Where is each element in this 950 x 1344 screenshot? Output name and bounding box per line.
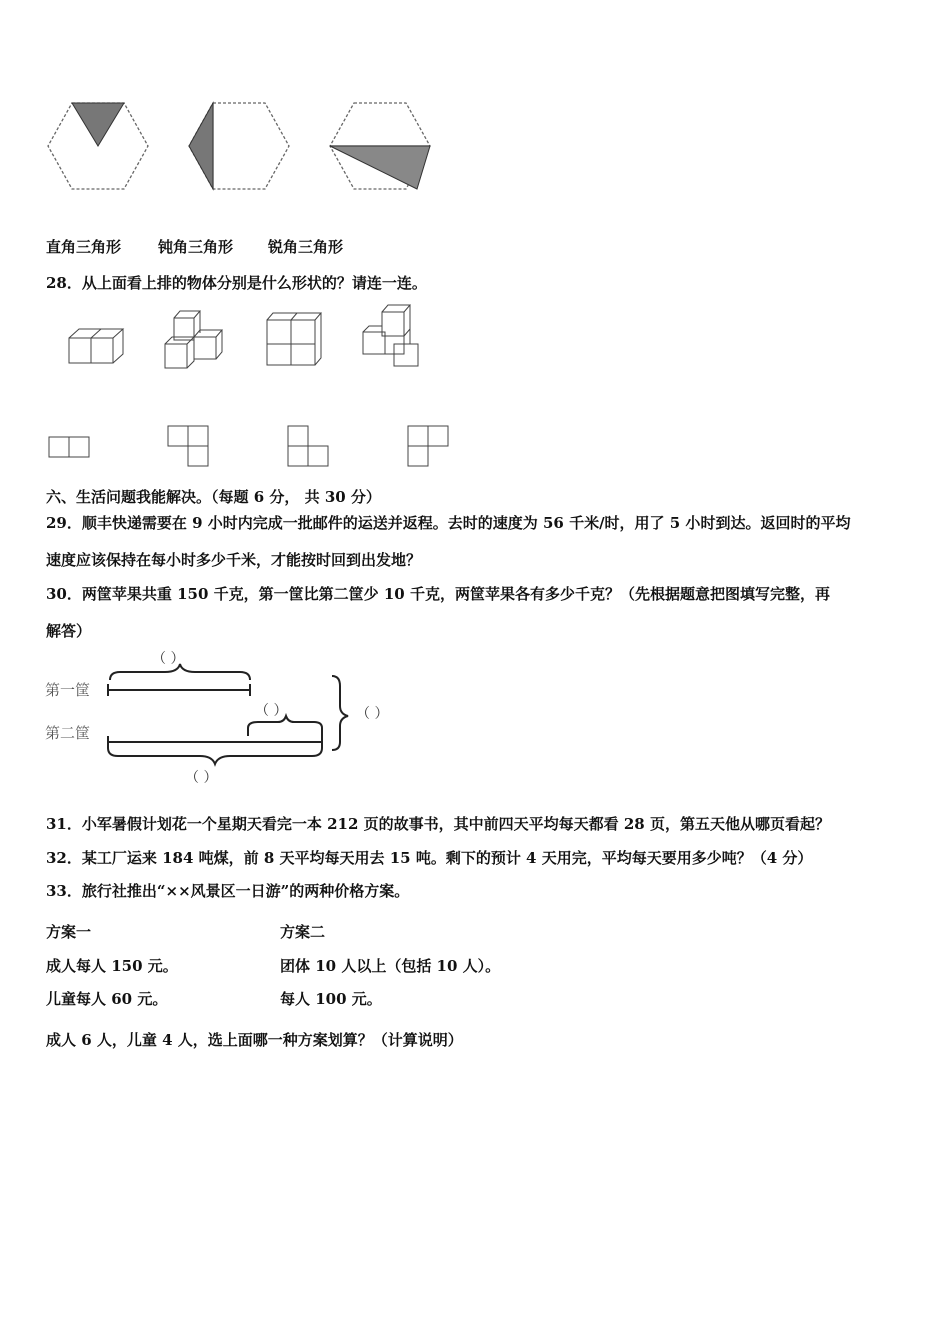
cube-object-4 [360, 302, 424, 368]
cube-object-1 [66, 322, 126, 368]
plan-2-title: 方案二 [280, 923, 326, 941]
question-30-line-1: 30．两筐苹果共重 150 千克，第一筐比第二筐少 10 千克，两筐苹果各有多少千克？（先根据题意把图填写完整，再 [46, 585, 830, 603]
section-6-title: 六、生活问题我能解决。（每题 6 分， 共 30 分） [46, 488, 381, 506]
top-view-4 [407, 425, 451, 469]
cube-object-2 [162, 308, 226, 370]
hexagon-figure-1 [46, 100, 150, 192]
hexagon-figure-3 [328, 100, 432, 192]
question-33-ask: 成人 6 人，儿童 4 人，选上面哪一种方案划算？（计算说明） [46, 1031, 463, 1049]
question-30-line-2: 解答） [46, 622, 92, 640]
blank-total: （ ） [356, 706, 389, 722]
hexagon-figure-2 [187, 100, 291, 192]
question-33: 33．旅行社推出“××风景区一日游”的两种价格方案。 [46, 882, 410, 900]
plan-2-group-condition: 团体 10 人以上（包括 10 人）。 [280, 957, 501, 975]
question-31: 31．小军暑假计划花一个星期天看完一本 212 页的故事书，其中前四天平均每天都看 28 页，第五天他从哪页看起？ [46, 815, 830, 833]
plan-1-adult-price: 成人每人 150 元。 [46, 957, 178, 975]
question-29-line-2: 速度应该保持在每小时多少千米，才能按时回到出发地？ [46, 551, 422, 569]
basket-2-label: 第二筐 [45, 724, 91, 742]
obtuse-triangle-label: 钝角三角形 [158, 238, 234, 256]
question-32: 32．某工厂运来 184 吨煤，前 8 天平均每天用去 15 吨。剩下的预计 4 天用完，平均每天要用多少吨？（4 分） [46, 849, 813, 867]
question-29-line-1: 29．顺丰快递需要在 9 小时内完成一批邮件的运送并返程。去时的速度为 56 千米/时，用了 5 小时到达。返回时的平均 [46, 514, 851, 532]
blank-difference: （ ） [255, 703, 288, 719]
plan-1-child-price: 儿童每人 60 元。 [46, 990, 168, 1008]
segment-diagram [100, 660, 360, 780]
blank-basket-1: （ ） [152, 651, 185, 667]
acute-triangle-label: 锐角三角形 [268, 238, 344, 256]
blank-basket-2: （ ） [185, 770, 218, 786]
plan-1-title: 方案一 [46, 923, 92, 941]
question-28: 28．从上面看上排的物体分别是什么形状的？请连一连。 [46, 274, 427, 292]
top-view-3 [287, 425, 331, 469]
plan-2-price: 每人 100 元。 [280, 990, 382, 1008]
cube-object-3 [264, 310, 322, 366]
top-view-2 [167, 425, 211, 469]
top-view-1 [48, 436, 92, 458]
basket-1-label: 第一筐 [45, 681, 91, 699]
right-triangle-label: 直角三角形 [46, 238, 122, 256]
